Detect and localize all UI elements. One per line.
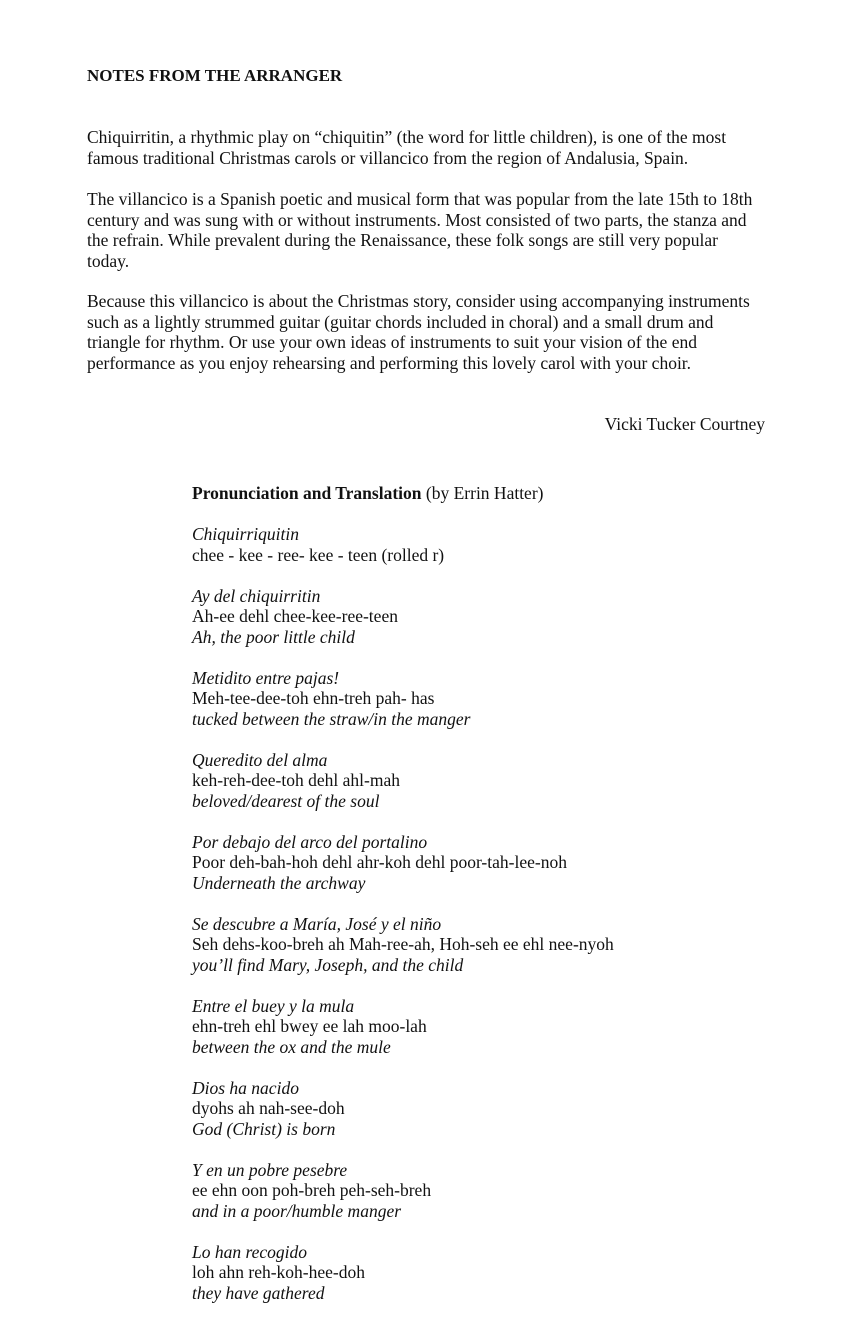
spanish-lyric: Queredito del alma [192,749,328,770]
pronunciation-entry [192,996,812,1058]
pronunciation-text: keh-reh-dee-toh dehl ahl-mah [192,770,400,790]
spanish-lyric: Ay del chiquirritin [192,585,321,606]
pronunciation-text: ee ehn oon poh-breh peh-seh-breh [192,1180,432,1200]
text-line: performance as you enjoy rehearsing and performing this lovely carol with your choir. [87,352,692,373]
english-translation: tucked between the straw/in the manger [192,708,471,729]
spanish-lyric: Y en un pobre pesebre [192,1159,348,1180]
text-line: triangle for rhythm. Or use your own ideas of instruments to suit your vision of the end [87,332,697,352]
pronunciation-text: Meh-tee-dee-toh ehn-treh pah- has [192,688,435,708]
spanish-lyric: Se descubre a María, José y el niño [192,913,442,934]
pronunciation-text: dyohs ah nah-see-doh [192,1098,345,1118]
title-attribution: (by Errin Hatter) [421,483,544,503]
pronunciation-text: Seh dehs-koo-breh ah Mah-ree-ah, Hoh-seh ee ehl nee-nyoh [192,934,614,954]
signature: Vicki Tucker Courtney [604,414,765,434]
english-translation: Ah, the poor little child [192,626,355,647]
pronunciation-text: Poor deh-bah-hoh dehl ahr-koh dehl poor-tah-lee-noh [192,852,567,872]
text-line: century and was sung with or without instruments. Most consisted of two parts, the stanza and [87,209,747,230]
pronunciation-list [192,524,812,1303]
pronunciation-entry [192,914,812,976]
pronunciation-text: chee - kee - ree- kee - teen (rolled r) [192,544,445,565]
english-translation: Underneath the archway [192,872,366,893]
title-bold: Pronunciation and Translation [192,483,422,503]
english-translation: God (Christ) is born [192,1118,336,1139]
spanish-lyric: Dios ha nacido [192,1077,299,1098]
pronunciation-title [192,483,812,504]
spanish-lyric: Lo han recogido [192,1241,308,1262]
text-line: The villancico is a Spanish poetic and musical form that was popular from the late 15th to 18th [87,189,753,209]
text-line: the refrain. While prevalent during the Renaissance, these folk songs are still very popular [87,230,718,250]
english-translation: they have gathered [192,1282,325,1303]
spanish-lyric: Chiquirriquitin [192,524,299,544]
pronunciation-text: ehn-treh ehl bwey ee lah moo-lah [192,1016,427,1036]
english-translation: and in a poor/humble manger [192,1200,402,1221]
pronunciation-entry [192,832,812,894]
text-line: famous traditional Christmas carols or villancico from the region of Andalusia, Spain. [87,147,689,168]
pronunciation-entry [192,1078,812,1140]
pronunciation-entry [192,668,812,730]
page-heading: NOTES FROM THE ARRANGER [87,66,343,85]
text-line: Because this villancico is about the Christmas story, consider using accompanying instruments [87,291,750,311]
spanish-lyric: Entre el buey y la mula [192,995,355,1016]
villancico-paragraph [87,189,787,271]
english-translation: between the ox and the mule [192,1036,391,1057]
spanish-lyric: Por debajo del arco del portalino [192,831,428,852]
pronunciation-entry [192,586,812,648]
text-line: Chiquirritin, a rhythmic play on “chiquitin” (the word for little children), is one of the most [87,127,727,147]
pronunciation-entry [192,524,812,565]
intro-paragraph [87,127,787,168]
pronunciation-section [192,483,812,1324]
instruments-paragraph [87,291,787,373]
pronunciation-entry [192,1160,812,1222]
spanish-lyric: Metidito entre pajas! [192,667,340,688]
pronunciation-text: loh ahn reh-koh-hee-doh [192,1262,365,1282]
pronunciation-entry [192,1242,812,1304]
text-line: today. [87,250,130,271]
english-translation: beloved/dearest of the soul [192,790,380,811]
text-line: such as a lightly strummed guitar (guitar chords included in choral) and a small drum and [87,311,714,332]
pronunciation-text: Ah-ee dehl chee-kee-ree-teen [192,606,398,626]
pronunciation-entry [192,750,812,812]
english-translation: you’ll find Mary, Joseph, and the child [192,954,464,975]
